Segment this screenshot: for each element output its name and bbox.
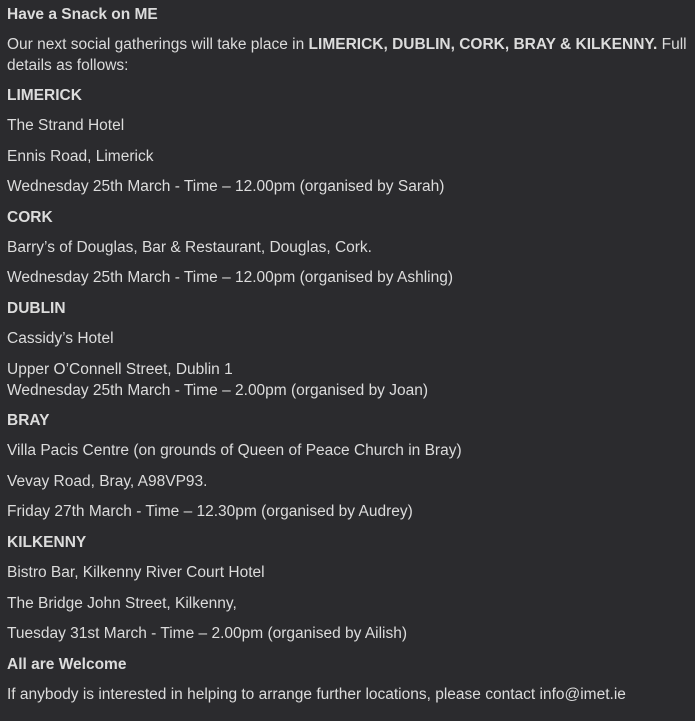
contact-text: If anybody is interested in helping to arrange further locations, please contact [7, 685, 540, 703]
venue-bray: Villa Pacis Centre (on grounds of Queen of Peace Church in Bray) [7, 442, 462, 460]
venue-cork: Barry’s of Douglas, Bar & Restaurant, Douglas, Cork. [7, 238, 372, 256]
contact-email: info@imet.ie [539, 685, 626, 703]
time-cork: Wednesday 25th March - Time – 12.00pm (organised by Ashling) [7, 269, 454, 287]
venue-kilkenny: Bistro Bar, Kilkenny River Court Hotel [7, 563, 265, 581]
address-bray: Vevay Road, Bray, A98VP93. [7, 472, 208, 490]
city-heading-kilkenny: KILKENNY [7, 533, 87, 551]
intro-after: Full details as follows: [7, 36, 687, 74]
city-heading-cork: CORK [7, 208, 53, 226]
address-limerick: Ennis Road, Limerick [7, 147, 154, 165]
city-heading-bray: BRAY [7, 412, 50, 430]
contact-paragraph [7, 684, 687, 705]
time-limerick: Wednesday 25th March - Time – 12.00pm (organised by Sarah) [7, 178, 445, 196]
venue-dublin: Cassidy’s Hotel [7, 329, 114, 347]
time-bray: Friday 27th March - Time – 12.30pm (organised by Audrey) [7, 503, 413, 521]
welcome-heading: All are Welcome [7, 655, 127, 673]
venue-limerick: The Strand Hotel [7, 117, 125, 134]
time-dublin: Wednesday 25th March - Time – 2.00pm (organised by Joan) [7, 381, 429, 399]
intro-paragraph [7, 34, 687, 76]
intro-places: LIMERICK, DUBLIN, CORK, BRAY & KILKENNY. [308, 36, 658, 53]
city-heading-dublin: DUBLIN [7, 299, 66, 317]
intro-before: Our next social gatherings will take place in [7, 36, 309, 53]
address-dublin: Upper O’Connell Street, Dublin 1 [7, 360, 233, 378]
page-title: Have a Snack on ME [7, 6, 158, 23]
address-kilkenny: The Bridge John Street, Kilkenny, [7, 594, 237, 612]
time-kilkenny: Tuesday 31st March - Time – 2.00pm (organised by Ailish) [7, 625, 408, 643]
city-heading-limerick: LIMERICK [7, 87, 82, 104]
